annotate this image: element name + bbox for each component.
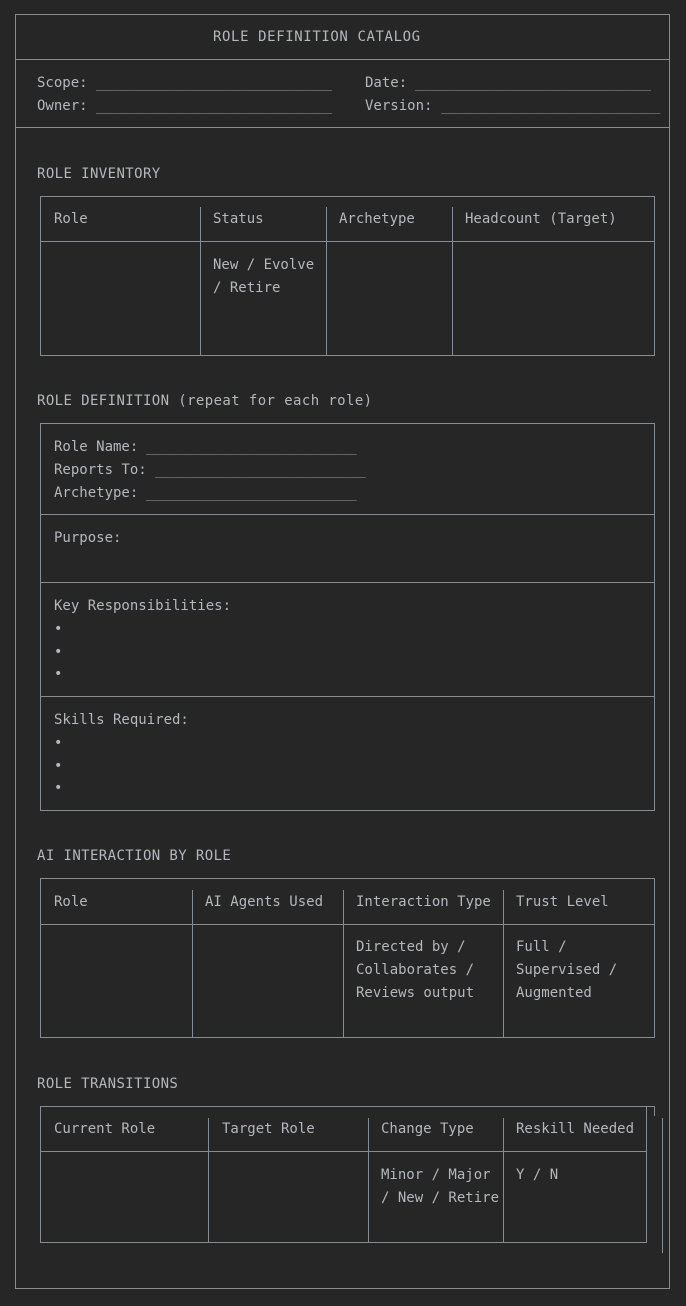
responsibility-bullet: • [54,666,63,682]
definition-divider [40,696,655,697]
inventory-col-divider [200,207,201,356]
archetype-field[interactable]: _________________________ [146,485,357,501]
page-title: ROLE DEFINITION CATALOG [213,29,421,45]
definition-divider [40,582,655,583]
inventory-col-divider [452,207,453,356]
inventory-header-divider [40,241,655,242]
ai-col-agents: AI Agents Used [205,894,324,910]
transitions-col-change-type: Change Type [381,1121,474,1137]
inventory-col-divider [326,207,327,356]
owner-field[interactable]: ____________________________ [96,98,333,114]
version-field[interactable]: __________________________ [441,98,661,114]
transitions-col-target-role: Target Role [222,1121,315,1137]
role-name-label: Role Name: [54,439,139,455]
meta-divider [15,127,670,128]
ai-interaction-header-divider [40,924,655,925]
interaction-hint: Reviews output [356,985,475,1001]
transitions-col-divider [208,1118,209,1243]
transitions-col-current-role: Current Role [54,1121,156,1137]
date-field[interactable]: ____________________________ [415,75,652,91]
owner-label: Owner: [37,98,88,114]
inventory-col-role: Role [54,211,88,227]
responsibilities-label: Key Responsibilities: [54,598,232,614]
interaction-hint: Directed by / [356,939,466,955]
trust-hint: Supervised / [516,962,618,978]
transitions-col-reskill: Reskill Needed [516,1121,635,1137]
change-type-hint: / New / Retire [381,1190,500,1206]
skill-bullet: • [54,758,63,774]
ai-col-role: Role [54,894,88,910]
change-type-hint: Minor / Major [381,1167,491,1183]
skills-label: Skills Required: [54,712,189,728]
scope-label: Scope: [37,75,88,91]
transitions-col-divider [368,1118,369,1243]
ai-interaction-col-divider [343,890,344,1038]
transitions-table-edge [662,1118,663,1253]
interaction-hint: Collaborates / [356,962,475,978]
definition-section-title: ROLE DEFINITION (repeat for each role) [37,393,373,409]
responsibility-bullet: • [54,621,63,637]
header-divider [15,59,670,60]
trust-hint: Full / [516,939,567,955]
ai-interaction-section-title: AI INTERACTION BY ROLE [37,848,232,864]
ai-col-interaction-type: Interaction Type [356,894,491,910]
status-hint: / Retire [213,280,281,296]
status-hint: New / Evolve [213,257,315,273]
transitions-table-edge [654,1106,655,1116]
date-label: Date: [365,75,408,91]
definition-divider [40,514,655,515]
inventory-section-title: ROLE INVENTORY [37,166,161,182]
reports-to-label: Reports To: [54,462,147,478]
purpose-label: Purpose: [54,530,122,546]
version-label: Version: [365,98,433,114]
definition-card [40,423,655,811]
reskill-hint: Y / N [516,1167,559,1183]
scope-field[interactable]: ____________________________ [96,75,333,91]
ai-col-trust-level: Trust Level [516,894,609,910]
ai-interaction-col-divider [503,890,504,1038]
reports-to-field[interactable]: _________________________ [155,462,366,478]
inventory-col-archetype: Archetype [339,211,415,227]
trust-hint: Augmented [516,985,592,1001]
inventory-col-status: Status [213,211,264,227]
inventory-col-headcount: Headcount (Target) [465,211,617,227]
transitions-section-title: ROLE TRANSITIONS [37,1076,179,1092]
skill-bullet: • [54,780,63,796]
transitions-col-divider [503,1118,504,1243]
skill-bullet: • [54,735,63,751]
ai-interaction-col-divider [192,890,193,1038]
transitions-table-edge [646,1106,654,1107]
responsibility-bullet: • [54,644,63,660]
role-name-field[interactable]: _________________________ [146,439,357,455]
transitions-header-divider [40,1151,647,1152]
archetype-label: Archetype: [54,485,139,501]
